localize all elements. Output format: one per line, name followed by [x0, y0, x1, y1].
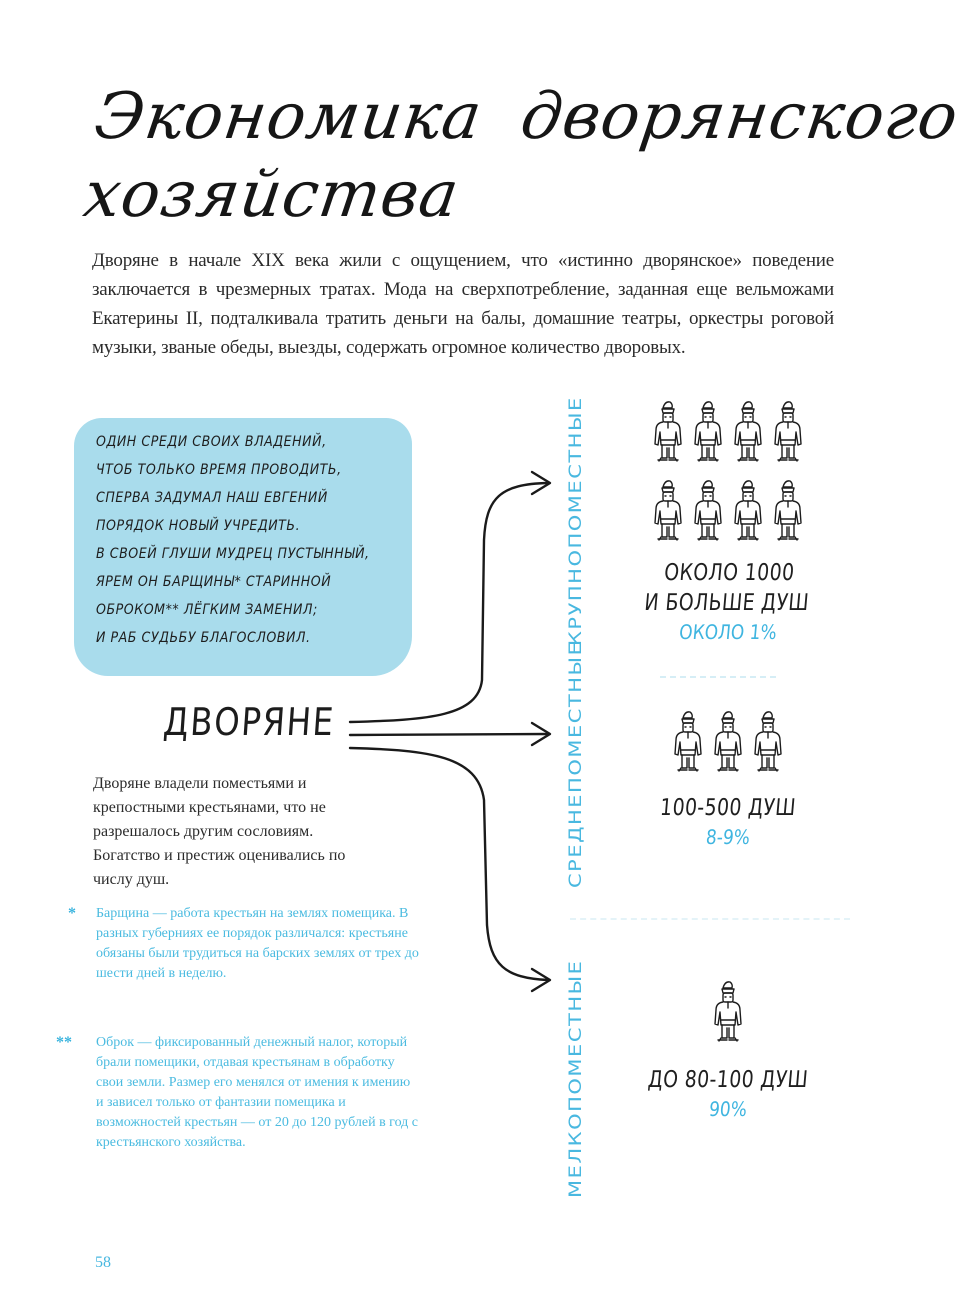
- souls-count: [637, 1065, 820, 1095]
- souls-line: ОКОЛО 1000: [663, 560, 796, 586]
- share-percent: ОКОЛО 1%: [678, 620, 778, 644]
- group-small-estates: [618, 980, 838, 1123]
- peasant-icon: [651, 400, 685, 471]
- arrow-to-medium-estates: [350, 734, 548, 735]
- share-percent: 90%: [708, 1097, 748, 1121]
- arrowhead-medium-estates: [532, 723, 550, 745]
- peasant-icon: [771, 400, 805, 471]
- peasant-icon: [731, 400, 765, 471]
- poem-line: ОДИН СРЕДИ СВОИХ ВЛАДЕНИЙ,: [96, 434, 327, 450]
- souls-line: ДО 80-100 ДУШ: [646, 1067, 810, 1093]
- footnote-barshchina: [68, 904, 421, 984]
- title-word-1: Экономика: [90, 80, 487, 154]
- title-word-2: дворянского: [516, 80, 963, 154]
- peasant-row: [618, 710, 838, 781]
- poem-line: ЯРЕМ ОН БАРЩИНЫ* СТАРИННОЙ: [96, 574, 332, 590]
- poem-line: ОБРОКОМ** ЛЁГКИМ ЗАМЕНИЛ;: [96, 602, 318, 618]
- title-line-2: хозяйства: [79, 158, 464, 232]
- peasant-icon: [671, 710, 705, 781]
- label-large-estates: КРУПНОПОМЕСТНЫЕ: [566, 396, 586, 646]
- nobles-description: Дворяне владели поместьями и крепостными крестьянами, что не разрешалось другим сословиям. Богатство и престиж оценивались по числу душ.: [93, 775, 346, 888]
- souls-line: 100-500 ДУШ: [659, 795, 797, 821]
- page-number: 58: [95, 1254, 111, 1271]
- souls-line: И БОЛЬШЕ ДУШ: [643, 590, 811, 616]
- divider: [660, 676, 776, 678]
- peasant-icon: [711, 710, 745, 781]
- poem-quote: [96, 428, 384, 652]
- footnote-text: Барщина — работа крестьян на землях помещика. В разных губерниях ее порядок различался: крестьяне обязаны были трудиться на барских землях от трех до шести дней в неделю.: [96, 906, 419, 981]
- arrowhead-small-estates: [532, 969, 550, 991]
- peasant-icon: [691, 479, 725, 550]
- peasant-icon: [711, 980, 745, 1051]
- divider: [570, 918, 850, 920]
- asterisk-icon: *: [68, 905, 76, 922]
- peasant-icon: [691, 400, 725, 471]
- nobles-heading: ДВОРЯНЕ: [161, 700, 337, 744]
- intro-paragraph: Дворяне в начале XIX века жили с ощущением, что «истинно дворянское» поведение заключается в чрезмерных тратах. Мода на сверхпотребление, заданная еще вельможами Екатерины II, подталкивала тратить деньги на балы, домашние театры, оркестры роговой музыки, званые обеды, выезды, содержать огромное количество дворовых.: [92, 250, 834, 358]
- souls-count: [637, 793, 820, 823]
- poem-line: В СВОЕЙ ГЛУШИ МУДРЕЦ ПУСТЫННЫЙ,: [96, 546, 370, 562]
- peasant-row: [618, 479, 838, 550]
- poem-line: ПОРЯДОК НОВЫЙ УЧРЕДИТЬ.: [96, 518, 301, 534]
- page-title: [79, 78, 963, 234]
- share-percent: 8-9%: [704, 825, 752, 849]
- group-large-estates: [618, 400, 838, 646]
- arrowhead-large-estates: [532, 472, 550, 494]
- souls-count: [635, 558, 821, 618]
- poem-line: СПЕРВА ЗАДУМАЛ НАШ ЕВГЕНИЙ: [96, 490, 328, 506]
- label-small-estates: МЕЛКОПОМЕСТНЫЕ: [566, 959, 586, 1198]
- peasant-icon: [771, 479, 805, 550]
- peasant-row: [618, 400, 838, 471]
- peasant-row: [618, 980, 838, 1051]
- peasant-icon: [731, 479, 765, 550]
- double-asterisk-icon: **: [56, 1034, 72, 1051]
- label-medium-estates: СРЕДНЕПОМЕСТНЫЕ: [566, 640, 586, 888]
- poem-line: ЧТОБ ТОЛЬКО ВРЕМЯ ПРОВОДИТЬ,: [96, 462, 342, 478]
- footnote-text: Оброк — фиксированный денежный налог, который брали помещики, отдавая крестьянам в обработку свои земли. Размер его менялся от имения к имению и зависел только от фантазии помещика и возможностей крестьян — от 20 до 120 рублей в год с крестьянского хозяйства.: [96, 1035, 419, 1150]
- peasant-icon: [651, 479, 685, 550]
- poem-line: И РАБ СУДЬБУ БЛАГОСЛОВИЛ.: [96, 630, 311, 646]
- footnote-obrok: [56, 1033, 421, 1153]
- peasant-icon: [751, 710, 785, 781]
- group-medium-estates: [618, 710, 838, 851]
